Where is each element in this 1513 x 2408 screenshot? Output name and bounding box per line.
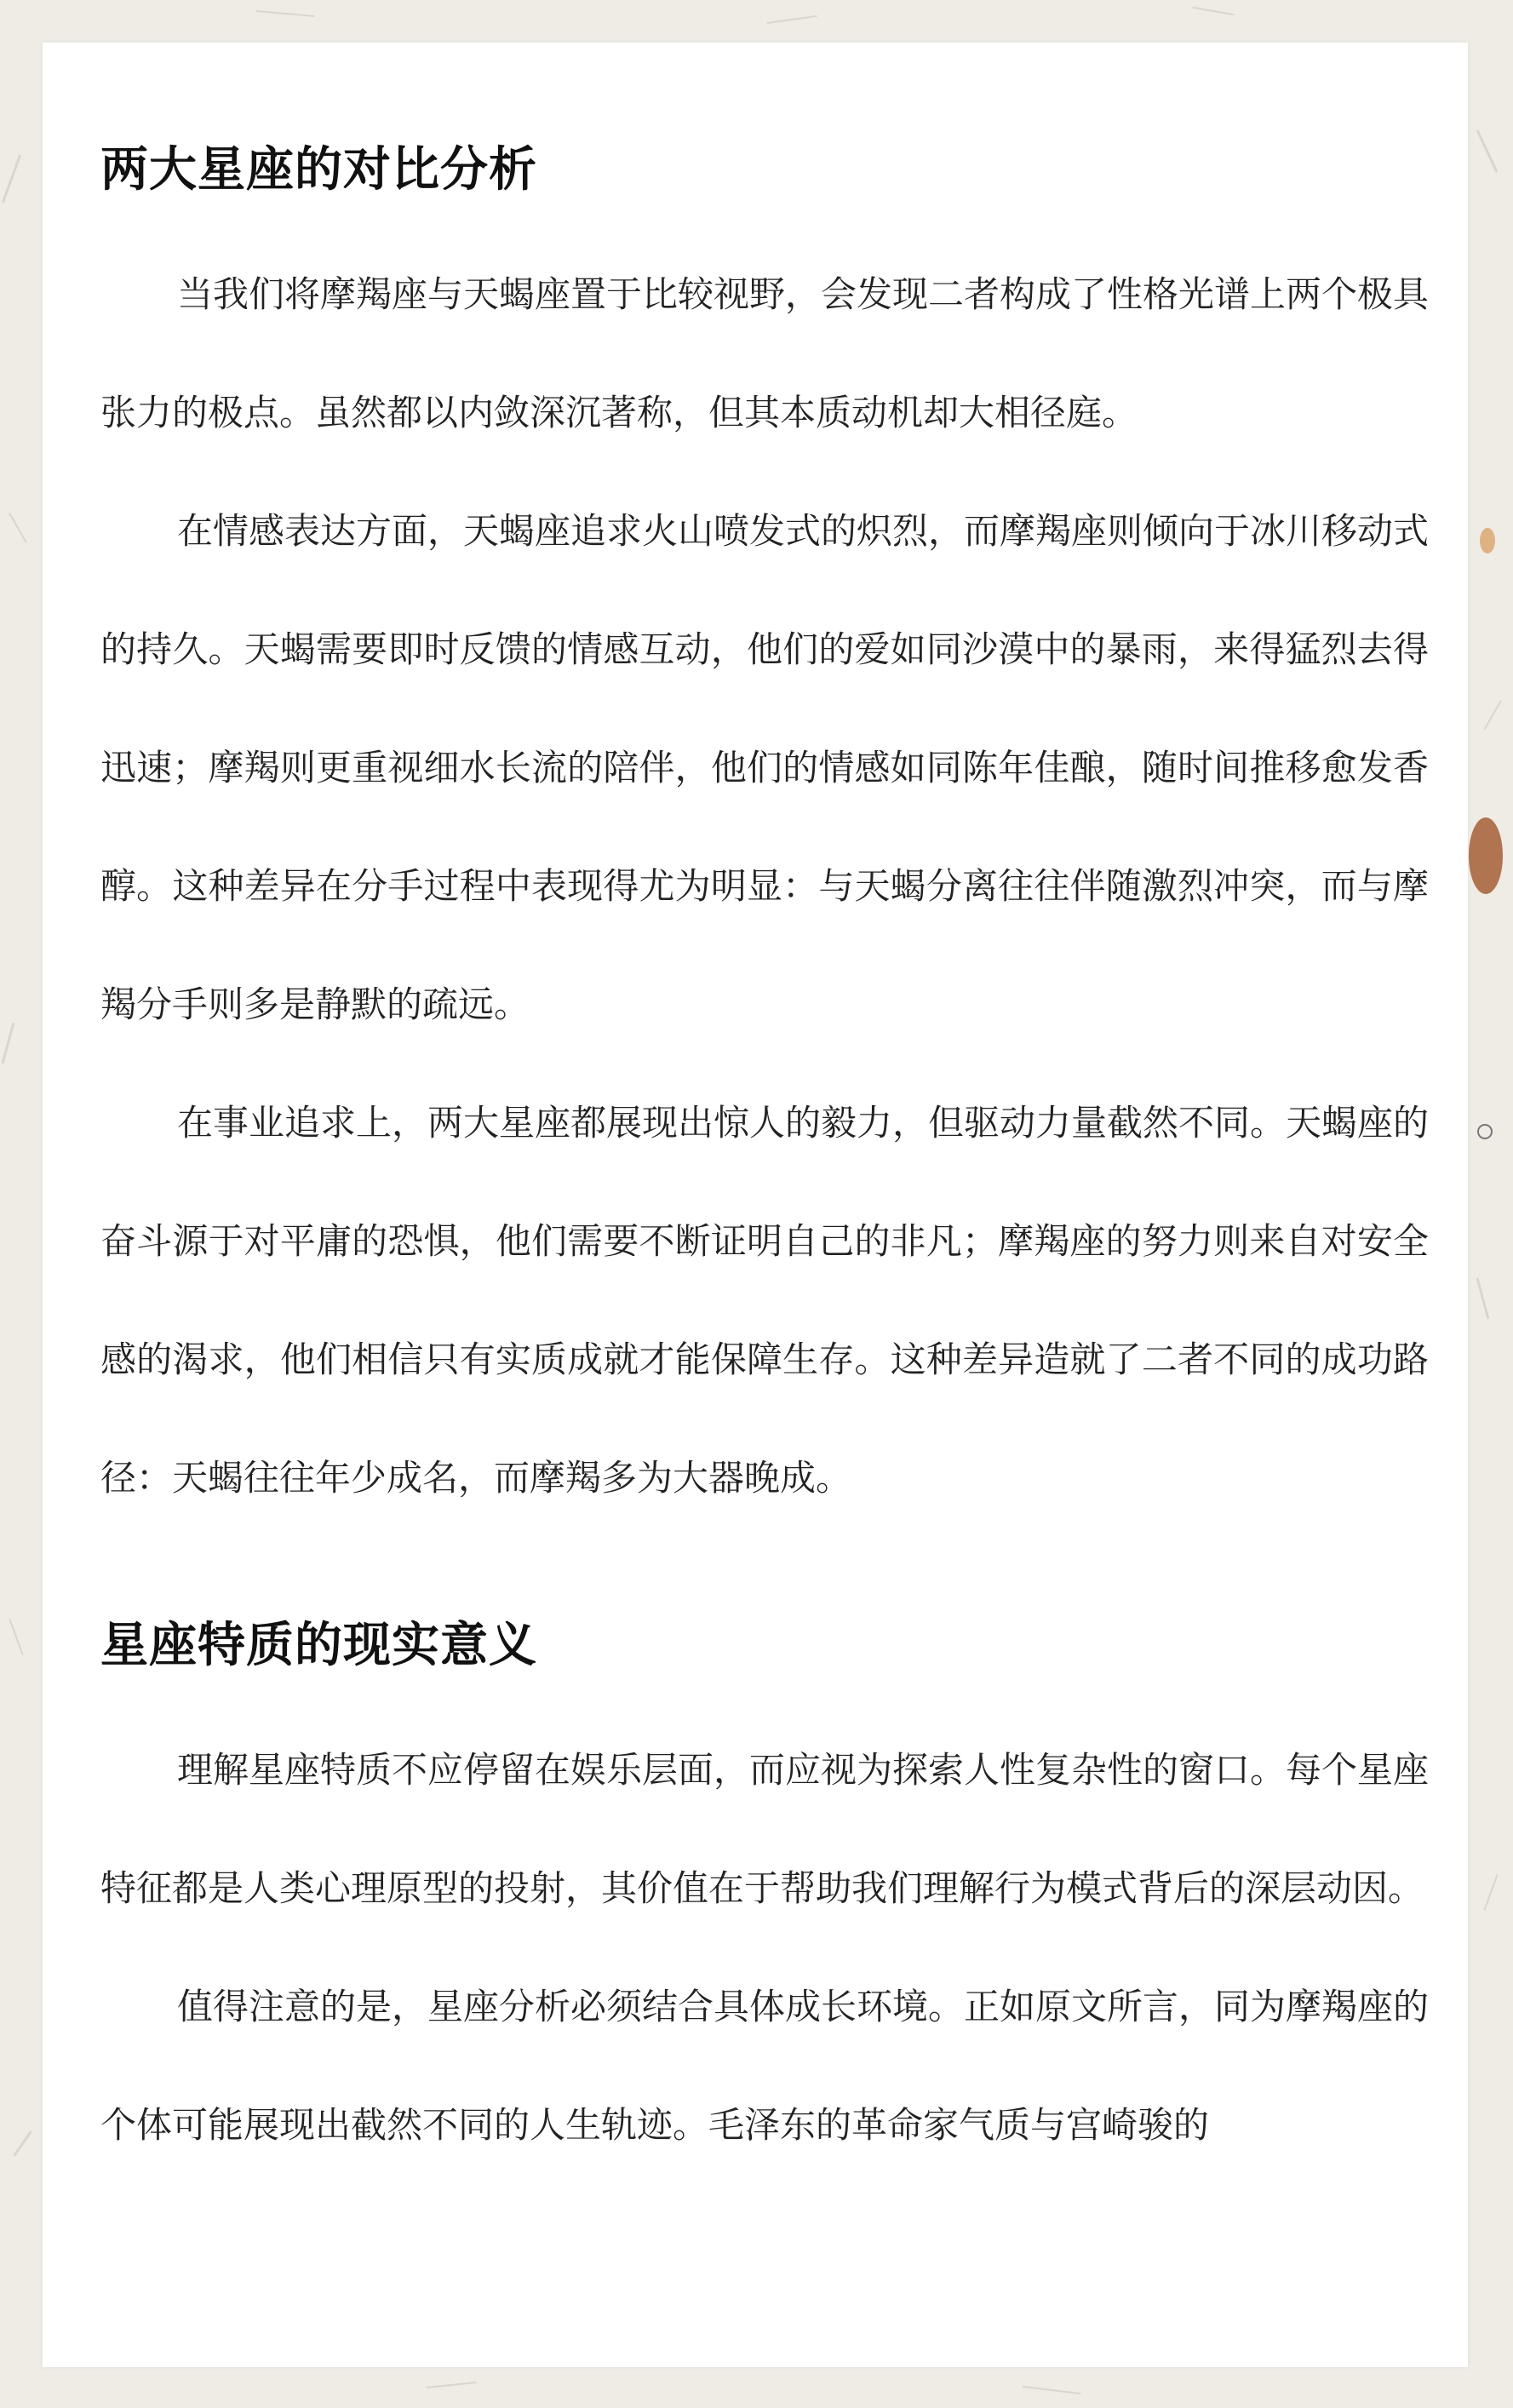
paragraph: 理解星座特质不应停留在娱乐层面，而应视为探索人性复杂性的窗口。每个星座特征都是人类心理原型的投射，其价值在于帮助我们理解行为模式背后的深层动因。	[100, 1749, 1430, 1909]
section-heading: 星座特质的现实意义	[100, 1618, 537, 1673]
paragraph: 在情感表达方面，天蝎座追求火山喷发式的炽烈，而摩羯座则倾向于冰川移动式的持久。天蝎需要即时反馈的情感互动，他们的爱如同沙漠中的暴雨，来得猛烈去得迅速；摩羯则更重视细水长流的陪伴，他们的情感如同陈年佳酿，随时间推移愈发香醇。这种差异在分手过程中表现得尤为明显：与天蝎分离往往伴随激烈冲突，而与摩羯分手则多是静默的疏远。	[100, 510, 1430, 1025]
article-card	[43, 43, 1468, 2367]
paragraph: 在事业追求上，两大星座都展现出惊人的毅力，但驱动力量截然不同。天蝎座的奋斗源于对平庸的恐惧，他们需要不断证明自己的非凡；摩羯座的努力则来自对安全感的渴求，他们相信只有实质成就才能保障生存。这种差异造就了二者不同的成功路径：天蝎往往年少成名，而摩羯多为大器晚成。	[100, 1102, 1430, 1499]
paragraph: 值得注意的是，星座分析必须结合具体成长环境。正如原文所言，同为摩羯座的个体可能展现出截然不同的人生轨迹。毛泽东的革命家气质与宫崎骏的	[100, 1986, 1430, 2146]
paragraph: 当我们将摩羯座与天蝎座置于比较视野，会发现二者构成了性格光谱上两个极具张力的极点。虽然都以内敛深沉著称，但其本质动机却大相径庭。	[100, 273, 1430, 433]
article-content	[100, 136, 1429, 2184]
section-heading: 两大星座的对比分析	[100, 142, 537, 198]
